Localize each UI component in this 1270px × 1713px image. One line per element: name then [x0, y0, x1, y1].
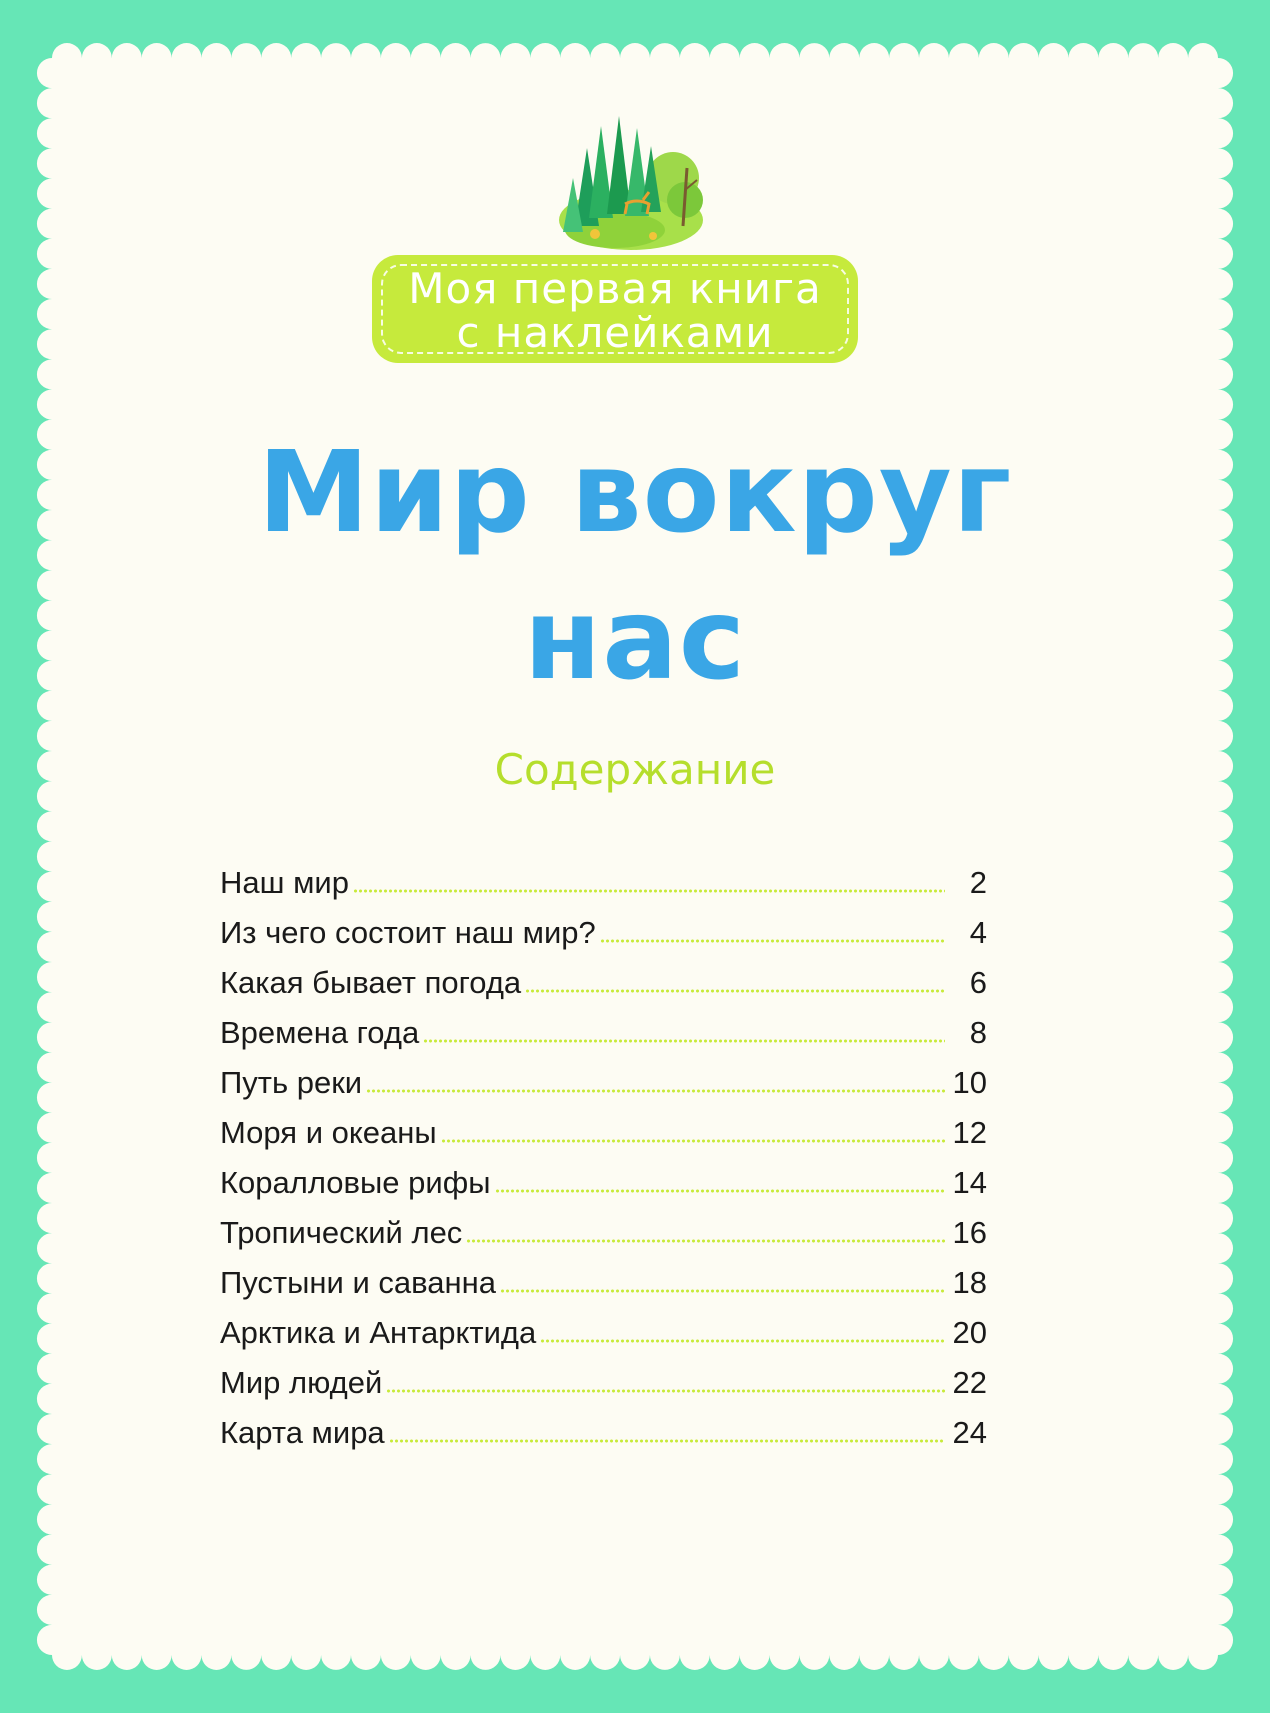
toc-entry-page-number: 22	[952, 1365, 987, 1400]
toc-dotted-leader	[389, 1439, 945, 1443]
toc-entry-page-number: 10	[952, 1065, 987, 1100]
toc-entry	[220, 1152, 987, 1202]
forest-with-deer-illustration	[555, 108, 705, 250]
toc-entry-page-number: 18	[952, 1265, 987, 1300]
toc-entry-page-number: 20	[952, 1315, 987, 1350]
toc-dotted-leader	[386, 1389, 945, 1393]
toc-entry-page-number: 2	[969, 865, 987, 900]
toc-entry-page-number: 4	[969, 915, 987, 950]
book-title-line-2: нас	[523, 575, 747, 705]
toc-entry-title: Наш мир	[220, 865, 349, 900]
toc-entry-title: Путь реки	[220, 1065, 363, 1100]
toc-dotted-leader	[441, 1139, 945, 1143]
toc-entry-title: Пустыни и саванна	[220, 1265, 496, 1300]
toc-entry	[220, 1202, 987, 1252]
contents-heading: Содержание	[494, 745, 776, 794]
series-title-line-1: Моя первая книга	[408, 264, 822, 313]
toc-dotted-leader	[495, 1189, 946, 1193]
toc-entry	[220, 1002, 987, 1052]
toc-entry	[220, 902, 987, 952]
toc-entry-page-number: 16	[952, 1215, 987, 1250]
toc-entry-title: Из чего состоит наш мир?	[220, 915, 596, 950]
toc-entry	[220, 852, 987, 902]
toc-entry-page-number: 6	[969, 965, 987, 1000]
toc-entry-title: Карта мира	[220, 1415, 385, 1450]
series-badge	[372, 255, 858, 363]
toc-entry	[220, 1302, 987, 1352]
toc-entry-title: Тропический лес	[220, 1215, 463, 1250]
toc-entry-page-number: 12	[952, 1115, 987, 1150]
toc-entry	[220, 1352, 987, 1402]
toc-entry-title: Времена года	[220, 1015, 420, 1050]
toc-entry	[220, 1252, 987, 1302]
book-title-line-1: Мир вокруг	[257, 428, 1013, 558]
series-title-line-2: с наклейками	[456, 308, 774, 357]
toc-dotted-leader	[500, 1289, 945, 1293]
toc-dotted-leader	[525, 989, 945, 993]
toc-entry-title: Моря и океаны	[220, 1115, 437, 1150]
toc-entry	[220, 952, 987, 1002]
toc-dotted-leader	[366, 1089, 945, 1093]
toc-entry-title: Коралловые рифы	[220, 1165, 491, 1200]
toc-dotted-leader	[540, 1339, 945, 1343]
toc-entry	[220, 1052, 987, 1102]
toc-dotted-leader	[353, 889, 945, 893]
toc-entry-page-number: 14	[952, 1165, 987, 1200]
toc-dotted-leader	[423, 1039, 945, 1043]
toc-entry-title: Арктика и Антарктида	[220, 1315, 537, 1350]
toc-dotted-leader	[466, 1239, 945, 1243]
table-of-contents	[220, 852, 987, 1452]
toc-dotted-leader	[600, 939, 945, 943]
toc-entry	[220, 1102, 987, 1152]
toc-entry	[220, 1402, 987, 1452]
toc-entry-title: Какая бывает погода	[220, 965, 522, 1000]
toc-entry-title: Мир людей	[220, 1365, 383, 1400]
toc-entry-page-number: 24	[952, 1415, 987, 1450]
toc-entry-page-number: 8	[969, 1015, 987, 1050]
